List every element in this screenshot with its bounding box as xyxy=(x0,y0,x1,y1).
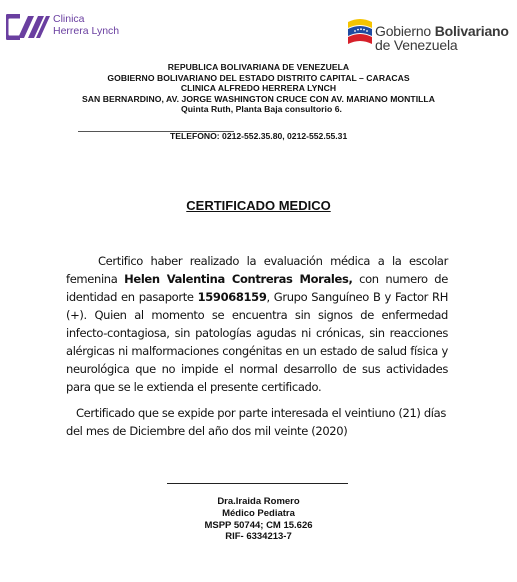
clinic-logo-icon xyxy=(6,14,50,40)
doctor-name: Dra.Iraida Romero xyxy=(217,496,300,507)
body-part2: con numero de identidad en pasaporte xyxy=(66,272,448,304)
certificate-closing xyxy=(66,404,448,440)
letterhead-line3: CLINICA ALFREDO HERRERA LYNCH xyxy=(180,83,337,94)
signature-line xyxy=(167,483,348,484)
gov-logo-line1 xyxy=(375,24,509,38)
clinic-logo xyxy=(6,12,156,42)
gov-logo-word1: Gobierno xyxy=(375,23,431,39)
phone-numbers: TELEFONO: 0212-552.35.80, 0212-552.55.31 xyxy=(170,131,348,141)
clinic-logo-line2: Herrera Lynch xyxy=(53,25,120,37)
patient-name: Helen Valentina Contreras Morales, xyxy=(124,272,353,286)
doctor-role: Médico Pediatra xyxy=(222,507,295,519)
certificate-body xyxy=(66,252,448,396)
letterhead-line2: GOBIERNO BOLIVARIANO DEL ESTADO DISTRITO CAPITAL – CARACAS xyxy=(107,72,410,83)
letterhead-line1: REPUBLICA BOLIVARIANA DE VENEZUELA xyxy=(167,62,350,72)
doctor-registry: MSPP 50744; CM 15.626 xyxy=(204,519,313,531)
closing-text: Certificado que se expide por parte interesada el veintiuno (21) días del mes de Diciembre del año dos mil veinte (2020) xyxy=(66,406,446,438)
body-part3: , Grupo Sanguíneo B y Factor RH (+). Quien al momento se encuentra sin signos de enfermedad infecto-contagiosa, sin patologías agudas ni crónicas, sin reacciones alérgicas ni malformaciones congénitas en un estado de salud física y neurológica que no impide el normal desarrollo de sus actividades para que se le extienda el presente certificado. xyxy=(66,290,448,394)
gov-logo-line2: de Venezuela xyxy=(375,37,458,53)
venezuela-flag-icon xyxy=(346,16,374,48)
government-logo xyxy=(346,16,511,53)
passport-number: 159068159 xyxy=(197,290,267,304)
letterhead-line5: Quinta Ruth, Planta Baja consultorio 6. xyxy=(181,104,342,115)
clinic-logo-text xyxy=(53,13,119,37)
signature-block xyxy=(0,496,517,543)
letterhead xyxy=(0,62,517,115)
letterhead-line4: SAN BERNARDINO, AV. JORGE WASHINGTON CRUCE CON AV. MARIANO MONTILLA xyxy=(81,93,435,104)
body-part1: Certifico haber realizado la evaluación médica a la escolar femenina xyxy=(66,254,448,286)
document-title: CERTIFICADO MEDICO xyxy=(186,198,331,213)
gov-logo-word2: Bolivariano xyxy=(434,23,509,39)
clinic-logo-line1: Clinica xyxy=(53,13,85,25)
doctor-rif: RIF- 6334213-7 xyxy=(225,531,292,543)
